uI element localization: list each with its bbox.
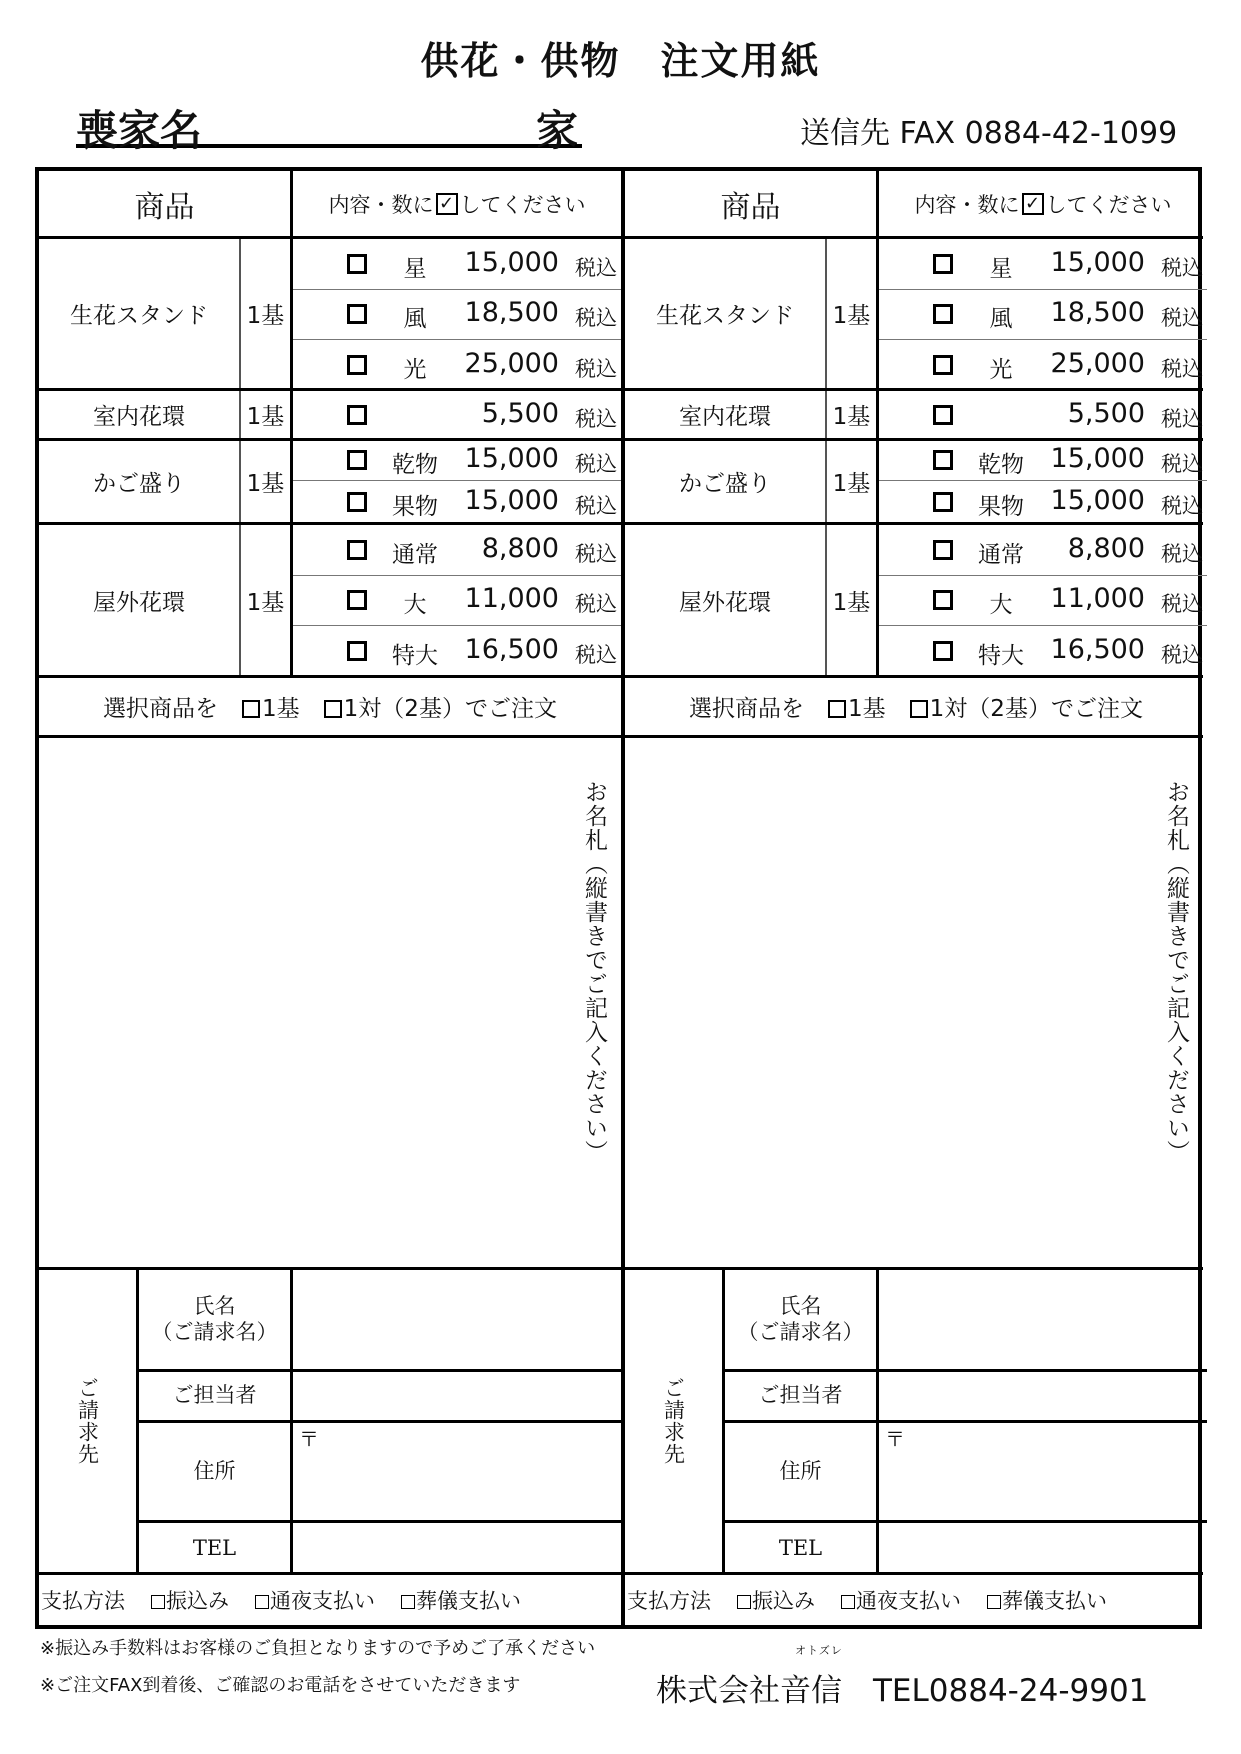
product-option[interactable] [293, 441, 621, 481]
product-qty: 1基 [825, 525, 876, 675]
billing-name-sublabel: （ご請求名） [737, 1319, 864, 1344]
checkbox-icon[interactable] [347, 641, 367, 661]
option-label: 星 [403, 255, 427, 282]
billing-tel-input[interactable] [876, 1523, 1207, 1575]
product-options [290, 239, 621, 388]
payment-option-funeral[interactable]: 葬儀支払い [401, 1585, 521, 1615]
header-row [625, 171, 1203, 239]
checkbox-icon[interactable] [255, 1595, 269, 1609]
option-price: 15,000 [1050, 485, 1145, 516]
payment-row [39, 1575, 621, 1625]
checkbox-icon[interactable] [828, 700, 846, 718]
product-qty: 1基 [239, 391, 290, 438]
billing-contact-label: ご担当者 [172, 1383, 257, 1408]
fax-number: 送信先 FAX 0884-42-1099 [800, 116, 1178, 151]
checkbox-icon[interactable] [933, 304, 953, 324]
option-price: 5,500 [481, 398, 559, 429]
billing-tel-row [139, 1523, 621, 1575]
option-price: 11,000 [1050, 583, 1145, 614]
billing-name-input[interactable] [290, 1270, 621, 1369]
payment-option-funeral[interactable]: 葬儀支払い [987, 1585, 1107, 1615]
tax-included-label: 税込 [1161, 494, 1203, 518]
billing-address-label: 住所 [779, 1458, 822, 1483]
checkbox-icon[interactable] [933, 405, 953, 425]
product-option[interactable] [293, 391, 621, 441]
product-options [290, 525, 621, 675]
select-prefix: 選択商品を [103, 696, 219, 722]
tax-included-label: 税込 [575, 407, 617, 431]
product-option[interactable] [293, 340, 621, 391]
nameplate-label: お名札（縦書きでご記入ください） [581, 780, 607, 1164]
product-option[interactable] [293, 481, 621, 525]
select-pair-option[interactable]: 1対（2基）でご注文 [910, 690, 1143, 723]
option-label: 果物 [392, 494, 438, 520]
option-label: 光 [403, 356, 427, 383]
nameplate-area[interactable] [39, 738, 621, 1270]
product-option[interactable] [879, 441, 1207, 481]
product-row [625, 525, 1203, 678]
checkbox-icon[interactable] [933, 355, 953, 375]
checkbox-icon[interactable] [242, 700, 260, 718]
option-label: 風 [989, 306, 1013, 332]
product-name: 生花スタンド [656, 303, 794, 329]
product-option[interactable] [879, 391, 1207, 441]
option-price: 25,000 [1050, 347, 1145, 379]
tax-included-label: 税込 [1161, 407, 1203, 431]
tax-included-label: 税込 [1161, 643, 1203, 667]
checkbox-icon[interactable] [347, 405, 367, 425]
company-info: 株式会社音信 TEL0884-24-9901 [656, 1673, 1149, 1709]
tax-included-label: 税込 [1161, 255, 1203, 280]
payment-label: 支払方法 [627, 1589, 711, 1613]
option-label: 乾物 [392, 452, 438, 478]
quantity-select-row [39, 678, 621, 738]
product-name: 生花スタンド [70, 303, 208, 329]
product-option[interactable] [879, 481, 1207, 525]
payment-label: 支払方法 [41, 1589, 125, 1613]
product-qty: 1基 [239, 239, 290, 388]
billing-block [625, 1270, 1203, 1575]
product-option[interactable] [293, 525, 621, 576]
select-pair-option[interactable]: 1対（2基）でご注文 [324, 690, 557, 723]
option-price: 16,500 [1050, 634, 1145, 665]
family-name-suffix: 家 [535, 106, 578, 155]
product-name: かご盛り [679, 471, 771, 497]
checkbox-icon[interactable] [347, 355, 367, 375]
product-option[interactable] [879, 626, 1207, 678]
billing-name-row [725, 1270, 1207, 1372]
checkbox-icon[interactable] [933, 492, 953, 512]
billing-tel-input[interactable] [290, 1523, 621, 1575]
product-name: 屋外花環 [93, 589, 185, 616]
billing-section-label: ご請求先 [661, 1377, 686, 1465]
option-label: 大 [989, 592, 1013, 618]
tax-included-label: 税込 [575, 643, 617, 667]
billing-address-label: 住所 [193, 1458, 236, 1483]
checkbox-icon[interactable] [933, 254, 953, 274]
product-name: かご盛り [93, 471, 185, 497]
tax-included-label: 税込 [1161, 541, 1203, 566]
option-label: 特大 [392, 643, 438, 669]
checkbox-icon[interactable] [933, 641, 953, 661]
checkbox-icon[interactable] [987, 1595, 1001, 1609]
instruction-text-before: 内容・数に [328, 192, 434, 217]
col-product-header: 商品 [134, 189, 195, 225]
product-qty: 1基 [825, 391, 876, 438]
checkbox-icon[interactable] [347, 304, 367, 324]
postal-mark: 〒 [299, 1427, 319, 1451]
product-row [625, 391, 1203, 441]
header-row [39, 171, 621, 239]
product-option[interactable] [879, 340, 1207, 391]
postal-mark: 〒 [885, 1427, 905, 1451]
select-one-option[interactable]: 1基 [242, 690, 300, 723]
quantity-select-row [625, 678, 1203, 738]
checkbox-icon[interactable] [347, 450, 367, 470]
page-title: 供花・供物 注文用紙 [420, 39, 821, 83]
billing-address-row [725, 1423, 1207, 1523]
billing-address-row [139, 1423, 621, 1523]
product-option[interactable] [293, 239, 621, 290]
option-label: 星 [989, 255, 1013, 282]
product-option[interactable] [293, 626, 621, 678]
checkbox-icon[interactable] [324, 700, 342, 718]
product-row [39, 441, 621, 525]
order-form-table [35, 167, 1202, 1629]
instruction-text-after: してください [1045, 192, 1172, 217]
company-ruby: オトズレ [795, 1644, 843, 1657]
checkbox-icon[interactable] [347, 590, 367, 610]
select-prefix: 選択商品を [689, 696, 805, 722]
billing-contact-input[interactable] [876, 1372, 1207, 1420]
order-form-right [621, 171, 1203, 1625]
product-option[interactable] [879, 525, 1207, 576]
family-name-label: 喪家名 [76, 106, 203, 155]
option-price: 15,000 [1050, 246, 1145, 278]
option-price: 5,500 [1067, 398, 1145, 429]
product-options [876, 525, 1207, 675]
billing-tel-label: TEL [192, 1536, 237, 1561]
tax-included-label: 税込 [575, 306, 617, 330]
billing-tel-label: TEL [778, 1536, 823, 1561]
note-confirmation-call: ※ご注文FAX到着後、ご確認のお電話をさせていただきます [40, 1675, 521, 1696]
option-price: 15,000 [1050, 443, 1145, 474]
product-option[interactable] [879, 290, 1207, 340]
col-instruction-header [876, 171, 1207, 236]
product-option[interactable] [879, 576, 1207, 626]
option-label: 風 [403, 306, 427, 332]
option-label: 特大 [978, 643, 1024, 669]
checkbox-icon[interactable] [933, 450, 953, 470]
option-label: 大 [403, 592, 427, 618]
option-price: 8,800 [481, 532, 559, 564]
product-row [625, 441, 1203, 525]
note-transfer-fee: ※振込み手数料はお客様のご負担となりますので予めご了承ください [40, 1638, 596, 1659]
checkbox-checked-icon: ✓ [436, 193, 458, 215]
product-options [290, 391, 621, 438]
select-one-option[interactable]: 1基 [828, 690, 886, 723]
checkbox-icon[interactable] [910, 700, 928, 718]
nameplate-area[interactable] [625, 738, 1203, 1270]
tax-included-label: 税込 [575, 452, 617, 476]
option-price: 18,500 [464, 297, 559, 328]
option-label: 光 [989, 356, 1013, 383]
billing-name-label: 氏名 [779, 1294, 822, 1319]
payment-row [625, 1575, 1203, 1625]
col-instruction-header [290, 171, 621, 236]
product-qty: 1基 [825, 239, 876, 388]
checkbox-icon[interactable] [347, 254, 367, 274]
checkbox-icon[interactable] [151, 1595, 165, 1609]
checkbox-checked-icon: ✓ [1022, 193, 1044, 215]
product-row [39, 239, 621, 391]
billing-tel-row [725, 1523, 1207, 1575]
checkbox-icon[interactable] [401, 1595, 415, 1609]
tax-included-label: 税込 [1161, 452, 1203, 476]
payment-option-transfer[interactable]: 振込み [151, 1585, 229, 1615]
option-price: 25,000 [464, 347, 559, 379]
billing-name-input[interactable] [876, 1270, 1207, 1369]
option-price: 15,000 [464, 443, 559, 474]
product-option[interactable] [879, 239, 1207, 290]
product-row [39, 391, 621, 441]
tax-included-label: 税込 [1161, 306, 1203, 330]
checkbox-icon[interactable] [347, 492, 367, 512]
product-options [876, 441, 1207, 522]
product-name: 室内花環 [93, 404, 185, 430]
checkbox-icon[interactable] [841, 1595, 855, 1609]
checkbox-icon[interactable] [737, 1595, 751, 1609]
tax-included-label: 税込 [575, 541, 617, 566]
col-product-header: 商品 [720, 189, 781, 225]
option-label: 果物 [978, 494, 1024, 520]
tax-included-label: 税込 [575, 356, 617, 381]
instruction-text-after: してください [459, 192, 586, 217]
checkbox-icon[interactable] [347, 540, 367, 560]
tax-included-label: 税込 [1161, 592, 1203, 616]
product-options [876, 391, 1207, 438]
option-price: 8,800 [1067, 532, 1145, 564]
billing-contact-row [139, 1372, 621, 1423]
product-option[interactable] [293, 576, 621, 626]
option-price: 15,000 [464, 485, 559, 516]
tax-included-label: 税込 [575, 592, 617, 616]
nameplate-label: お名札（縦書きでご記入ください） [1163, 780, 1189, 1164]
billing-section-label: ご請求先 [75, 1377, 100, 1465]
billing-address-input[interactable] [290, 1423, 621, 1520]
tax-included-label: 税込 [575, 494, 617, 518]
product-qty: 1基 [825, 441, 876, 522]
product-option[interactable] [293, 290, 621, 340]
option-price: 18,500 [1050, 297, 1145, 328]
tax-included-label: 税込 [575, 255, 617, 280]
option-price: 16,500 [464, 634, 559, 665]
product-name: 屋外花環 [679, 589, 771, 616]
checkbox-icon[interactable] [933, 590, 953, 610]
option-label: 通常 [978, 541, 1024, 568]
product-row [625, 239, 1203, 391]
billing-contact-input[interactable] [290, 1372, 621, 1420]
checkbox-icon[interactable] [933, 540, 953, 560]
billing-contact-row [725, 1372, 1207, 1423]
product-qty: 1基 [239, 441, 290, 522]
product-options [290, 441, 621, 522]
option-label: 乾物 [978, 452, 1024, 478]
payment-option-wake[interactable]: 通夜支払い [841, 1585, 961, 1615]
family-name-field[interactable] [76, 98, 582, 155]
billing-name-row [139, 1270, 621, 1372]
billing-address-input[interactable] [876, 1423, 1207, 1520]
option-price: 15,000 [464, 246, 559, 278]
option-price: 11,000 [464, 583, 559, 614]
payment-option-wake[interactable]: 通夜支払い [255, 1585, 375, 1615]
product-row [39, 525, 621, 678]
billing-name-label: 氏名 [193, 1294, 236, 1319]
payment-option-transfer[interactable]: 振込み [737, 1585, 815, 1615]
billing-name-sublabel: （ご請求名） [151, 1319, 278, 1344]
option-label: 通常 [392, 541, 438, 568]
product-name: 室内花環 [679, 404, 771, 430]
billing-block [39, 1270, 621, 1575]
product-options [876, 239, 1207, 388]
tax-included-label: 税込 [1161, 356, 1203, 381]
order-form-left [39, 171, 621, 1625]
product-qty: 1基 [239, 525, 290, 675]
instruction-text-before: 内容・数に [914, 192, 1020, 217]
billing-contact-label: ご担当者 [758, 1383, 843, 1408]
